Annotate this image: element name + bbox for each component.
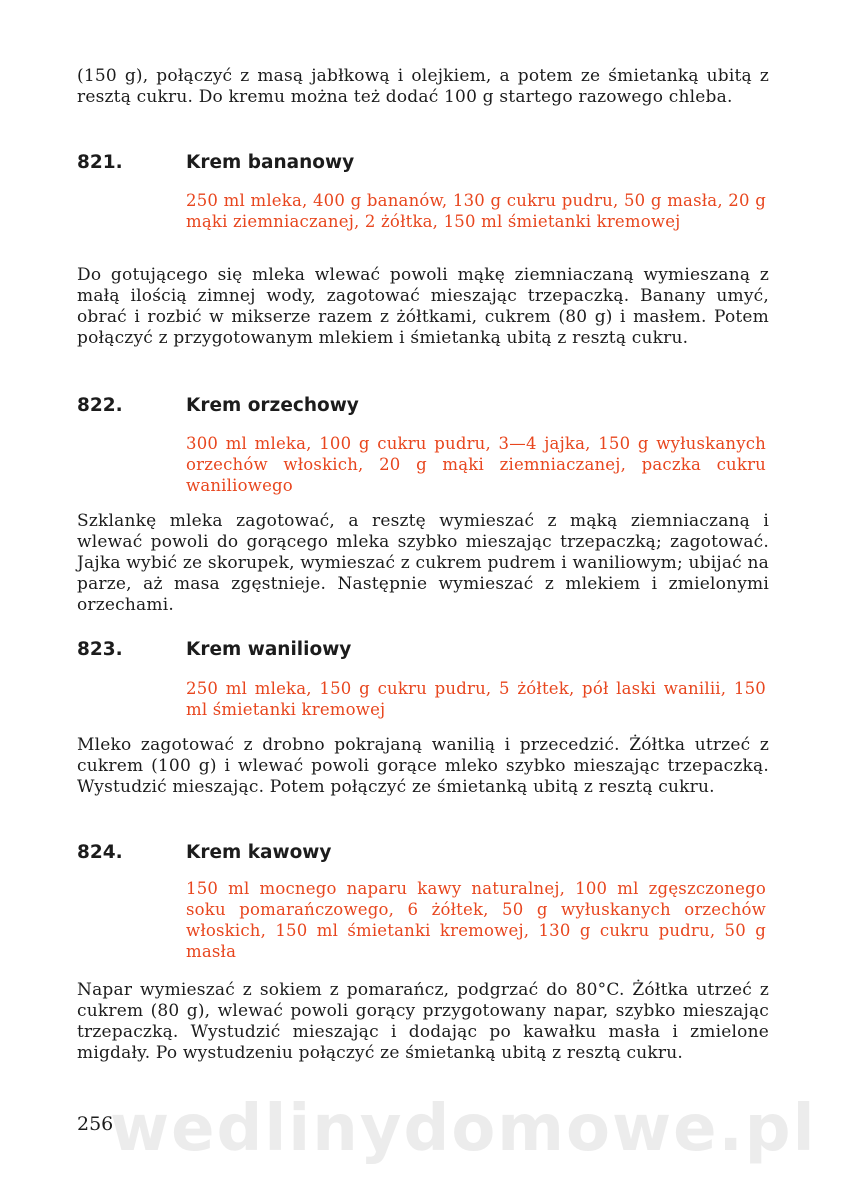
recipe-number: 821. xyxy=(77,152,123,173)
recipe-number: 824. xyxy=(77,842,123,863)
ingredients-list: 250 ml mleka, 400 g bananów, 130 g cukru pudru, 50 g masła, 20 g mąki ziemniaczanej, 2 żółtka, 150 ml śmietanki kremowej xyxy=(186,191,766,231)
recipe-title: Krem waniliowy xyxy=(186,639,352,660)
ingredients-list: 150 ml mocnego naparu kawy naturalnej, 100 ml zgęszczonego soku pomarańczowego, 6 żółtek, 50 g wyłuskanych orzechów włoskich, 150 ml śmietanki kremowej, 130 g cukru pudru, 50 g masła xyxy=(186,879,766,961)
recipe-number: 822. xyxy=(77,395,123,416)
instructions-paragraph: Mleko zagotować z drobno pokrajaną wanilią i przecedzić. Żółtka utrzeć z cukrem (100 g) i wlewać powoli gorące mleko szybko mieszając trzepaczką. Wystudzić mieszając. Potem połączyć ze śmietanką ubitą z resztą cukru. xyxy=(77,735,769,797)
recipe-title: Krem bananowy xyxy=(186,152,355,173)
recipe-title: Krem orzechowy xyxy=(186,395,359,416)
recipe-title: Krem kawowy xyxy=(186,842,332,863)
watermark: wedlinydomowe.pl xyxy=(110,1092,817,1166)
page-number: 256 xyxy=(77,1113,114,1135)
ingredients-list: 250 ml mleka, 150 g cukru pudru, 5 żółtek, pół laski wanilii, 150 ml śmietanki kremowej xyxy=(186,679,766,719)
instructions-paragraph: Do gotującego się mleka wlewać powoli mąkę ziemniaczaną wymieszaną z małą ilością zimnej wody, zagotować mieszając trzepaczką. Banany umyć, obrać i rozbić w mikserze razem z żółtkami, cukrem (80 g) i masłem. Potem połączyć z przygotowanym mlekiem i śmietanką ubitą z resztą cukru. xyxy=(77,265,769,348)
intro-paragraph: (150 g), połączyć z masą jabłkową i olejkiem, a potem ze śmietanką ubitą z resztą cukru. Do kremu można też dodać 100 g startego razowego chleba. xyxy=(77,66,769,107)
recipe-number: 823. xyxy=(77,639,123,660)
instructions-paragraph: Szklankę mleka zagotować, a resztę wymieszać z mąką ziemniaczaną i wlewać powoli do gorącego mleka szybko mieszając trzepaczką; zagotować. Jajka wybić ze skorupek, wymieszać z cukrem pudrem i waniliowym; ubijać na parze, aż masa zgęstnieje. Następnie wymieszać z mlekiem i zmielonymi orzechami. xyxy=(77,511,769,615)
instructions-paragraph: Napar wymieszać z sokiem z pomarańcz, podgrzać do 80°C. Żółtka utrzeć z cukrem (80 g), wlewać powoli gorący przygotowany napar, szybko mieszając trzepaczką. Wystudzić mieszając i dodając po kawałku masła i zmielone migdały. Po wystudzeniu połączyć ze śmietanką ubitą z resztą cukru. xyxy=(77,980,769,1063)
ingredients-list: 300 ml mleka, 100 g cukru pudru, 3—4 jajka, 150 g wyłuskanych orzechów włoskich, 20 g mąki ziemniaczanej, paczka cukru waniliowego xyxy=(186,434,766,495)
